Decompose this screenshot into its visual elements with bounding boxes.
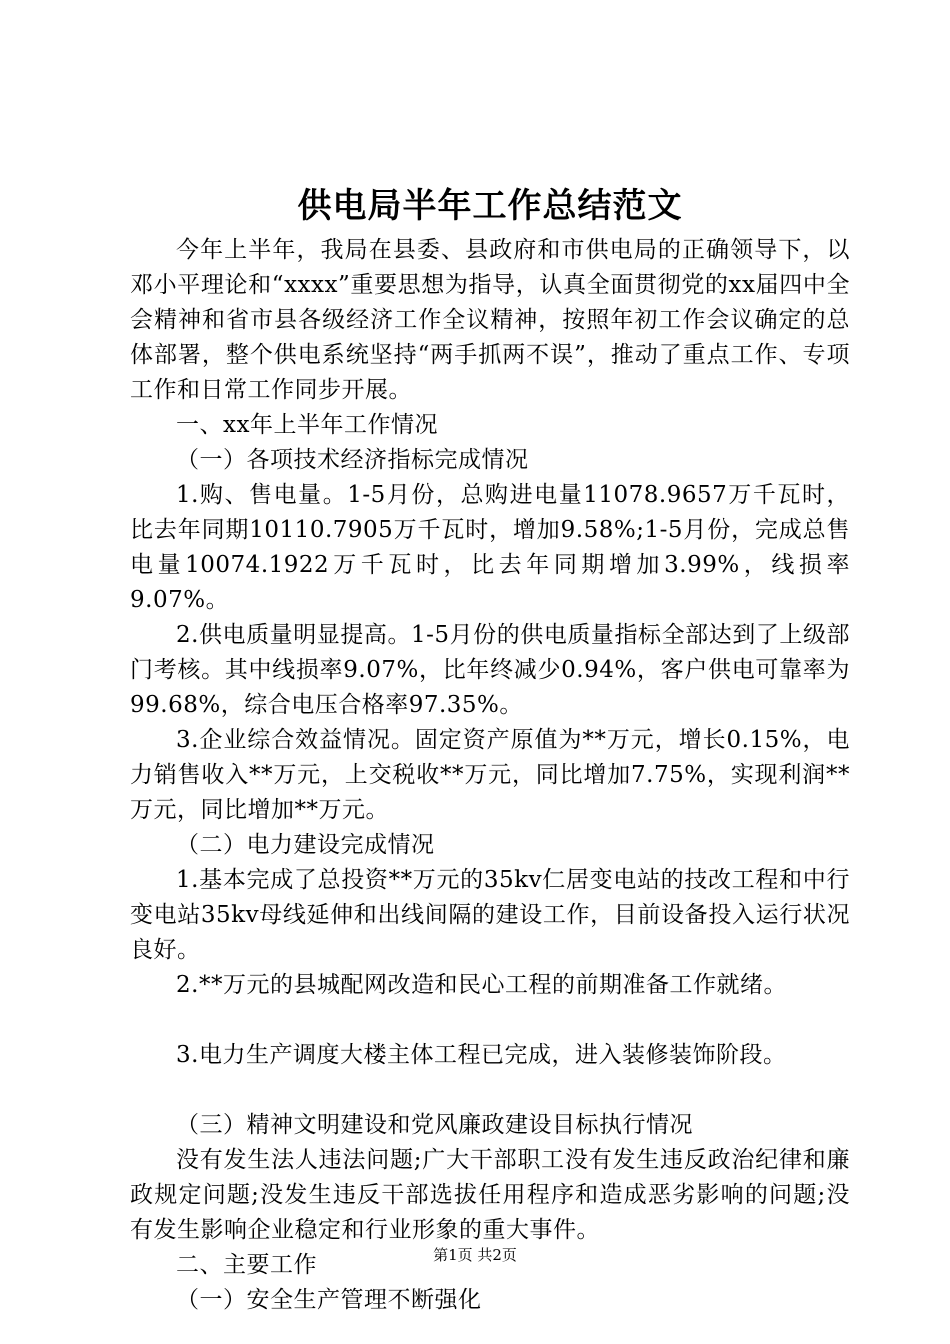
blank-line: [130, 1003, 850, 1038]
paragraph-construction-1: 1.基本完成了总投资**万元的35kv仁居变电站的技改工程和中行变电站35kv母线延伸和出线间隔的建设工作，目前设备投入运行状况良好。: [130, 867, 850, 963]
paragraph-construction-3: 3.电力生产调度大楼主体工程已完成，进入装修装饰阶段。: [176, 1042, 787, 1068]
document-title: 供电局半年工作总结范文: [297, 186, 683, 226]
page-footer: 第1页 共2页: [433, 1246, 517, 1264]
intro-paragraph: 今年上半年，我局在县委、县政府和市供电局的正确领导下，以邓小平理论和“xxxx”重要思想为指导，认真全面贯彻党的xx届四中全会精神和省市县各级经济工作全议精神，按照年初工作会议确定的总体部署，整个供电系统坚持“两手抓两不误”，推动了重点工作、专项工作和日常工作同步开展。: [130, 237, 850, 403]
subsection-heading-1-2: （二）电力建设完成情况: [176, 832, 435, 858]
paragraph-integrity: 没有发生法人违法问题;广大干部职工没有发生违反政治纪律和廉政规定问题;没发生违反干部选拔任用程序和造成恶劣影响的问题;没有发生影响企业稳定和行业形象的重大事件。: [130, 1147, 850, 1243]
paragraph-power-volume: 1.购、售电量。1-5月份，总购进电量11078.9657万千瓦时，比去年同期10110.7905万千瓦时，增加9.58%;1-5月份，完成总售电量10074.1922万千瓦时，比去年同期增加3.99%，线损率9.07%。: [130, 482, 850, 613]
section-heading-2: 二、主要工作: [176, 1252, 317, 1278]
subsection-heading-1-3: （三）精神文明建设和党风廉政建设目标执行情况: [176, 1112, 693, 1138]
paragraph-power-quality: 2.供电质量明显提高。1-5月份的供电质量指标全部达到了上级部门考核。其中线损率9.07%，比年终减少0.94%，客户供电可靠率为99.68%，综合电压合格率97.35%。: [130, 622, 850, 718]
paragraph-construction-2: 2.**万元的县城配网改造和民心工程的前期准备工作就绪。: [176, 972, 787, 998]
subsection-heading-1-1: （一）各项技术经济指标完成情况: [176, 447, 529, 473]
section-heading-1: 一、xx年上半年工作情况: [176, 412, 438, 438]
blank-line: [130, 1073, 850, 1108]
paragraph-enterprise-benefit: 3.企业综合效益情况。固定资产原值为**万元，增长0.15%，电力销售收入**万元，上交税收**万元，同比增加7.75%，实现利润**万元，同比增加**万元。: [130, 727, 850, 823]
subsection-heading-2-1: （一）安全生产管理不断强化: [176, 1287, 482, 1313]
document-page: [130, 178, 850, 1318]
